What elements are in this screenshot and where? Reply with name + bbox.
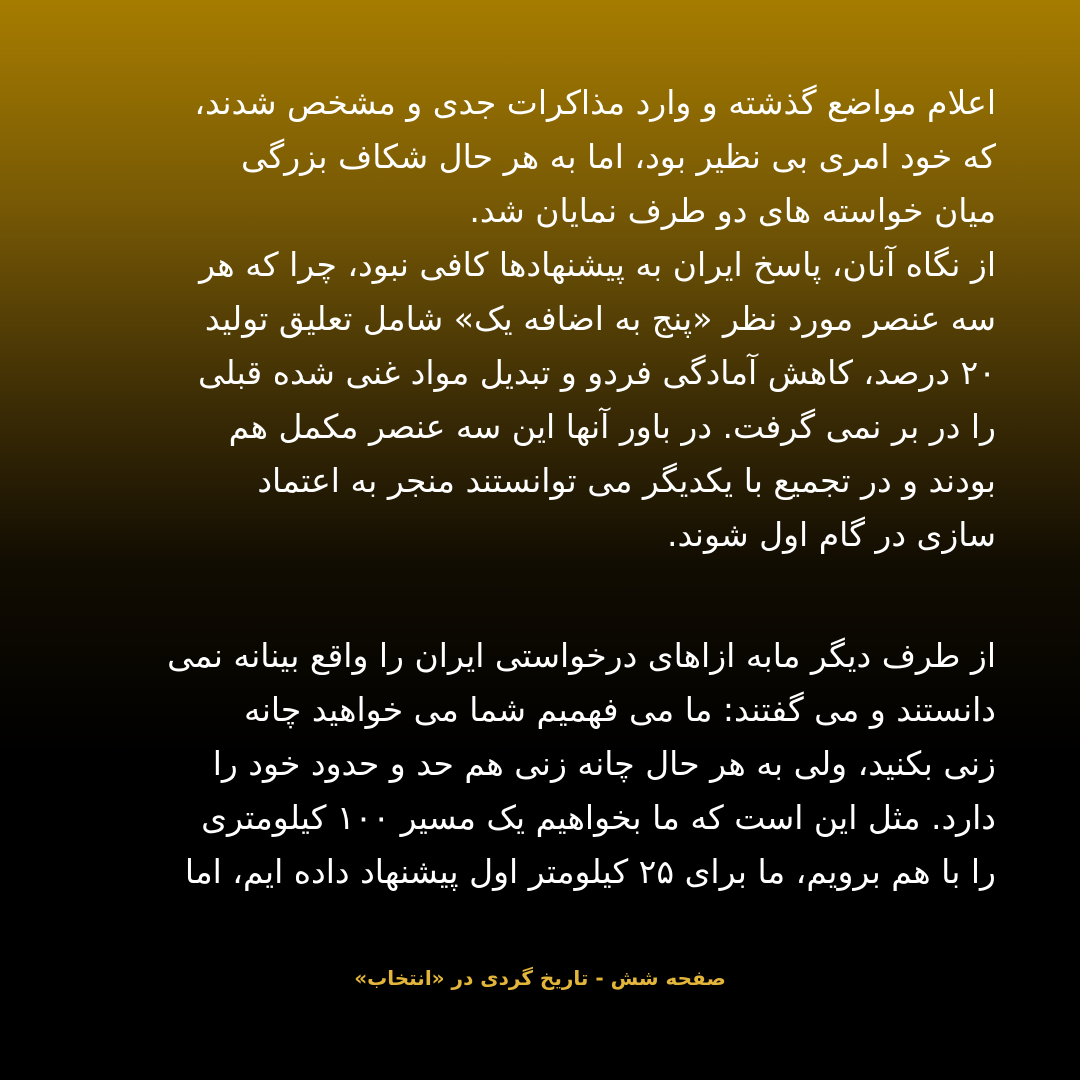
paragraph-1 — [84, 76, 996, 562]
paragraph-line: میان خواسته های دو طرف نمایان شد. — [469, 191, 996, 230]
paragraph-line: که خود امری بی نظیر بود، اما به هر حال شکاف بزرگی — [240, 137, 996, 176]
paragraph-line: ۲۰ درصد، کاهش آمادگی فردو و تبدیل مواد غنی شده قبلی — [198, 353, 996, 392]
paragraph-line: از طرف دیگر مابه ازاهای درخواستی ایران را واقع بینانه نمی — [167, 636, 996, 675]
paragraph-2 — [84, 629, 996, 899]
paragraph-line: را در بر نمی گرفت. در باور آنها این سه عنصر مکمل هم — [228, 407, 996, 446]
paragraph-line: دارد. مثل این است که ما بخواهیم یک مسیر ۱۰۰ کیلومتری — [201, 798, 996, 837]
paragraph-line: زنی بکنید، ولی به هر حال چانه زنی هم حد و حدود خود را — [212, 744, 996, 783]
paragraph-line: دانستند و می گفتند: ما می فهمیم شما می خواهید چانه — [244, 690, 996, 729]
paragraph-line: را با هم برویم، ما برای ۲۵ کیلومتر اول پیشنهاد داده ایم، اما — [184, 852, 996, 891]
paragraph-line: سه عنصر مورد نظر «پنج به اضافه یک» شامل تعلیق تولید — [204, 299, 996, 338]
paragraph-line: اعلام مواضع گذشته و وارد مذاکرات جدی و مشخص شدند، — [194, 83, 996, 122]
page-footer: صفحه شش - تاریخ گردی در «انتخاب» — [354, 966, 726, 990]
paragraph-line: از نگاه آنان، پاسخ ایران به پیشنهادها کافی نبود، چرا که هر — [199, 245, 996, 284]
paragraph-line: بودند و در تجمیع با یکدیگر می توانستند منجر به اعتماد — [257, 461, 996, 500]
paragraph-line: سازی در گام اول شوند. — [666, 515, 996, 554]
